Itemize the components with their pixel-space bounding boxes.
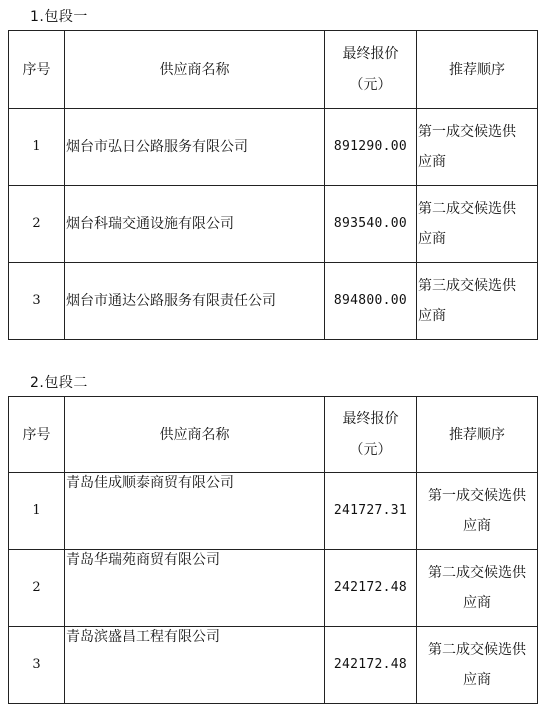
supplier-name: 青岛佳成顺泰商贸有限公司 xyxy=(65,473,325,550)
supplier-name: 烟台科瑞交通设施有限公司 xyxy=(65,186,325,263)
final-price: 242172.48 xyxy=(325,550,417,627)
table-row xyxy=(9,186,538,263)
supplier-name: 青岛滨盛昌工程有限公司 xyxy=(65,627,325,704)
rank-line2: 应商 xyxy=(418,308,446,324)
rank-line2: 应商 xyxy=(463,518,491,534)
table-header-row xyxy=(9,31,538,109)
header-price-line1: 最终报价 xyxy=(342,410,399,427)
header-no: 序号 xyxy=(9,31,65,109)
header-final-price xyxy=(325,397,417,473)
recommend-rank xyxy=(417,263,538,340)
table-row xyxy=(9,550,538,627)
table-row xyxy=(9,263,538,340)
supplier-name: 烟台市通达公路服务有限责任公司 xyxy=(65,263,325,340)
rank-line1: 第二成交候选供 xyxy=(428,642,526,658)
recommend-rank xyxy=(417,627,538,704)
rank-line2: 应商 xyxy=(418,231,446,247)
header-no: 序号 xyxy=(9,397,65,473)
row-no: 1 xyxy=(9,109,65,186)
final-price: 242172.48 xyxy=(325,627,417,704)
rank-line2: 应商 xyxy=(418,154,446,170)
header-rank: 推荐顺序 xyxy=(417,397,538,473)
header-rank: 推荐顺序 xyxy=(417,31,538,109)
supplier-name: 青岛华瑞苑商贸有限公司 xyxy=(65,550,325,627)
header-supplier-name: 供应商名称 xyxy=(65,397,325,473)
rank-line1: 第三成交候选供 xyxy=(418,278,516,294)
row-no: 2 xyxy=(9,550,65,627)
final-price: 241727.31 xyxy=(325,473,417,550)
rank-line1: 第一成交候选供 xyxy=(418,124,516,140)
header-supplier-name: 供应商名称 xyxy=(65,31,325,109)
rank-line2: 应商 xyxy=(463,672,491,688)
row-no: 2 xyxy=(9,186,65,263)
final-price: 893540.00 xyxy=(325,186,417,263)
table-row xyxy=(9,109,538,186)
row-no: 1 xyxy=(9,473,65,550)
recommend-rank xyxy=(417,109,538,186)
supplier-name: 烟台市弘日公路服务有限公司 xyxy=(65,109,325,186)
row-no: 3 xyxy=(9,627,65,704)
recommend-rank xyxy=(417,186,538,263)
row-no: 3 xyxy=(9,263,65,340)
section-2-title: 2.包段二 xyxy=(30,375,88,391)
rank-line2: 应商 xyxy=(463,595,491,611)
header-price-line2: （元） xyxy=(349,76,392,93)
section-1-title: 1.包段一 xyxy=(30,9,88,25)
table-row xyxy=(9,473,538,550)
table-header-row xyxy=(9,397,538,473)
section-1-table xyxy=(8,30,538,340)
rank-line1: 第一成交候选供 xyxy=(428,488,526,504)
final-price: 891290.00 xyxy=(325,109,417,186)
header-final-price xyxy=(325,31,417,109)
recommend-rank xyxy=(417,550,538,627)
final-price: 894800.00 xyxy=(325,263,417,340)
rank-line1: 第二成交候选供 xyxy=(418,201,516,217)
header-price-line2: （元） xyxy=(349,441,392,458)
recommend-rank xyxy=(417,473,538,550)
header-price-line1: 最终报价 xyxy=(342,45,399,62)
table-row xyxy=(9,627,538,704)
section-2-table xyxy=(8,396,538,704)
rank-line1: 第二成交候选供 xyxy=(428,565,526,581)
